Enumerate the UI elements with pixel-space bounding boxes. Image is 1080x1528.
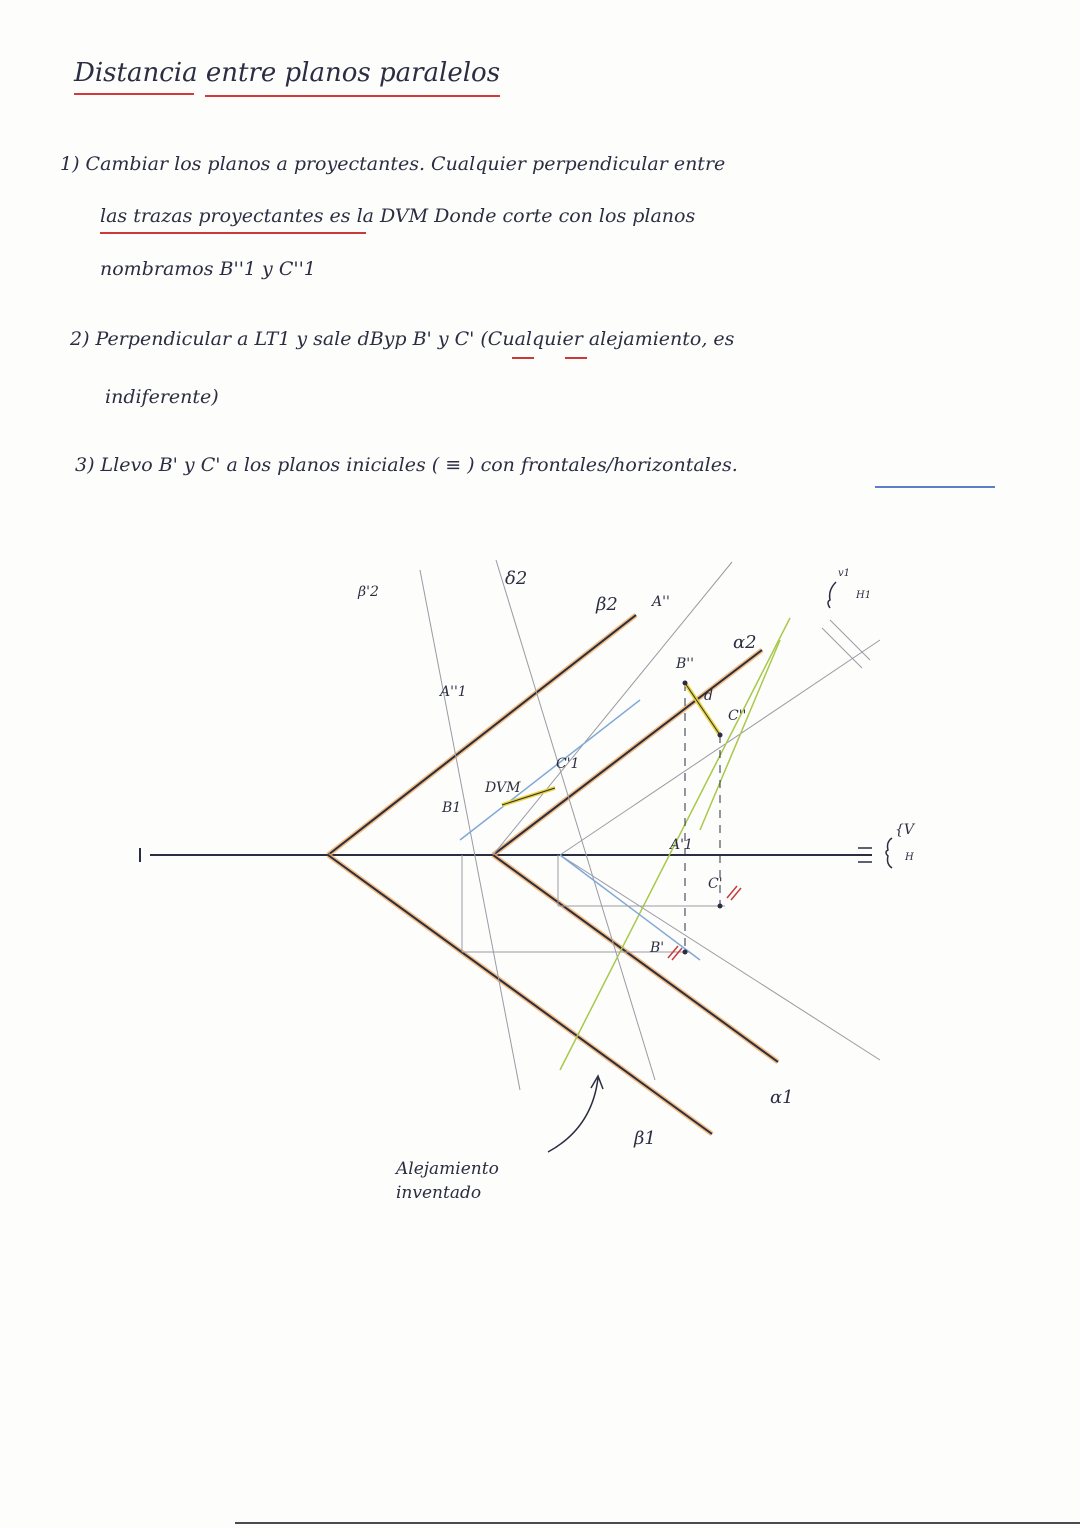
label-b-double: B'': [676, 656, 694, 672]
distance-segment: [685, 683, 720, 735]
label-a-double: A'': [652, 594, 670, 610]
label-c-prime: C': [708, 876, 723, 892]
red-mark-2: [672, 948, 682, 960]
tick-mark-top: [830, 620, 870, 660]
step-1-line-3: nombramos B''1 y C''1: [100, 258, 316, 280]
bottom-rule: [235, 1522, 1080, 1524]
label-a1-double: A''1: [440, 684, 467, 700]
point-c-prime: [718, 904, 723, 909]
step-2-line-1: 2) Perpendicular a LT1 y sale dByp B' y C' (Cualquier alejamiento, es: [70, 328, 735, 350]
label-a1-prime: A'1: [670, 837, 693, 853]
beta2-trace: [328, 615, 636, 855]
step-1-line-1: 1) Cambiar los planos a proyectantes. Cualquier perpendicular entre: [60, 153, 726, 175]
point-b-prime: [683, 950, 688, 955]
label-beta2: β2: [596, 594, 618, 615]
point-b-double: [683, 681, 688, 686]
caption-line-1: Alejamiento: [396, 1159, 499, 1179]
red-mark-4: [731, 888, 741, 900]
label-delta2: δ2: [505, 568, 528, 589]
label-c-double: C'': [728, 708, 747, 724]
label-beta2-prime: β'2: [358, 584, 379, 600]
label-alpha1: α1: [770, 1087, 794, 1108]
caption-line-2: inventado: [396, 1183, 482, 1203]
label-distance-d: d: [704, 688, 713, 704]
label-c1: C'1: [556, 756, 580, 772]
page-title: Distancia entre planos paralelos: [74, 58, 501, 88]
projection-line-1: [496, 560, 655, 1080]
caption-arrow: [548, 1078, 598, 1152]
label-lt1-v: v1: [838, 568, 851, 579]
step-1-line-2: las trazas proyectantes es la DVM Donde corte con los planos: [100, 205, 696, 227]
new-ground-line-lt1: [420, 570, 520, 1090]
caption: [396, 1157, 499, 1205]
lt1-brace: [828, 582, 836, 608]
label-b1: B1: [442, 800, 462, 816]
beta1-trace: [328, 855, 712, 1134]
label-beta1: β1: [634, 1128, 656, 1149]
label-lt1-h: H1: [856, 590, 872, 601]
helper-line-b: [560, 640, 880, 855]
alpha1-trace: [493, 855, 778, 1062]
label-lt-v: {V: [895, 822, 915, 838]
step-3-line-1: 3) Llevo B' y C' a los planos iniciales ( ≡ ) con frontales/horizontales.: [75, 454, 738, 476]
label-b-prime: B': [650, 940, 665, 956]
label-dvm: DVM: [485, 780, 521, 796]
label-lt-h: H: [905, 852, 914, 863]
tick-mark-top-2: [822, 628, 862, 668]
point-c-double: [718, 733, 723, 738]
blue-line-2: [560, 855, 700, 960]
red-mark-3: [727, 886, 737, 898]
label-alpha2: α2: [733, 632, 757, 653]
lt-brace: [886, 838, 892, 868]
step-2-line-2: indiferente): [105, 386, 219, 408]
